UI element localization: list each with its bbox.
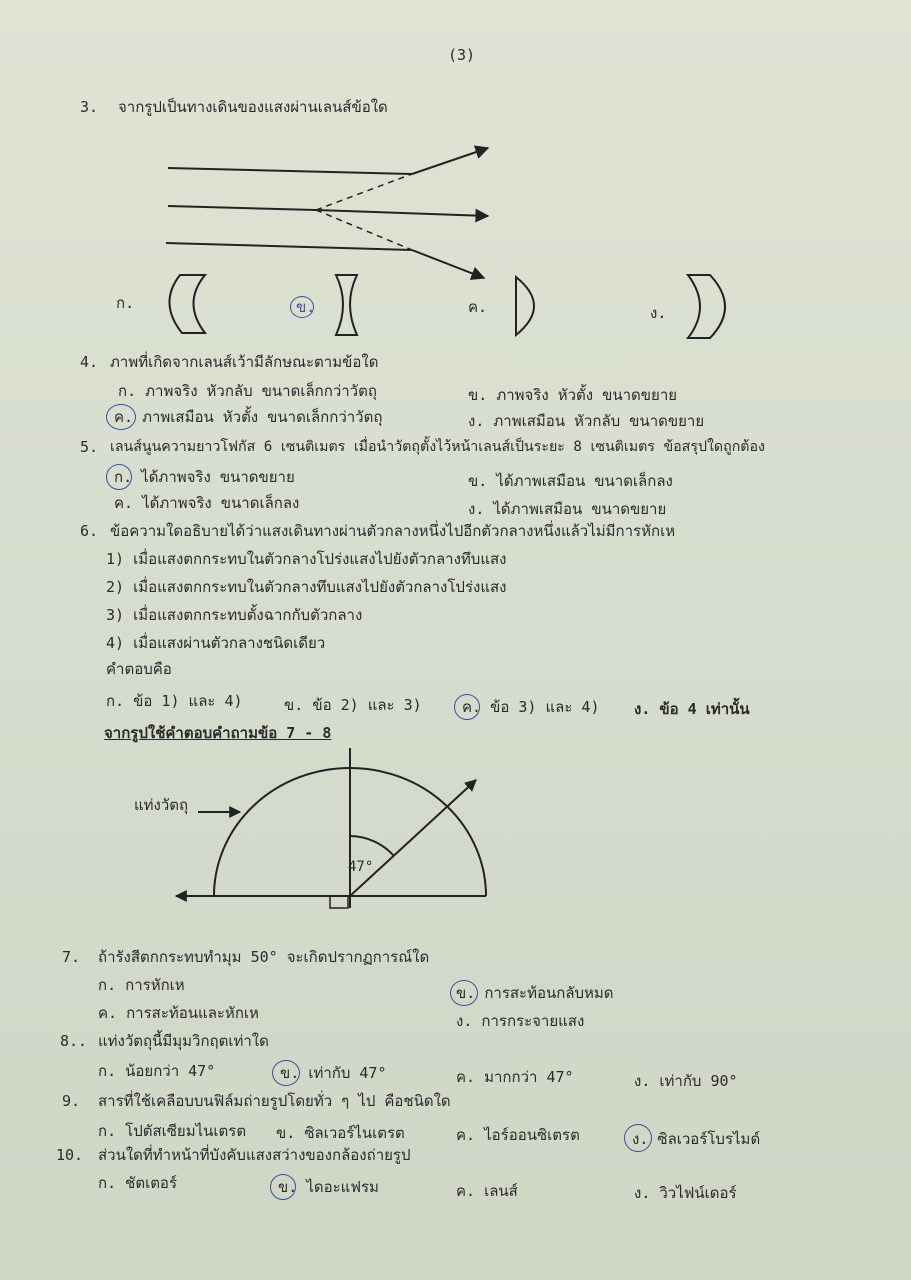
q8-option-d: ง. เท่ากับ 90° bbox=[634, 1072, 738, 1090]
q6-item-3: 3) เมื่อแสงตกกระทบตั้งฉากกับตัวกลาง bbox=[106, 606, 363, 624]
q10-option-d: ง. วิวไฟน์เดอร์ bbox=[634, 1184, 737, 1202]
q5-option-b: ข. ได้ภาพเสมือน ขนาดเล็กลง bbox=[468, 472, 673, 490]
q5-option-a: ก. ได้ภาพจริง ขนาดขยาย bbox=[114, 468, 295, 486]
q6-answer-label: คำตอบคือ bbox=[106, 660, 172, 678]
q6-option-a: ก. ข้อ 1) และ 4) bbox=[106, 692, 243, 710]
q3-number: 3. bbox=[80, 98, 99, 116]
q3-option-b-label: ข. bbox=[296, 298, 316, 316]
answer-circle-mark bbox=[624, 1124, 652, 1152]
q9-option-d: ง. ซิลเวอร์โบรไมด์ bbox=[632, 1130, 761, 1148]
incident-ray bbox=[350, 780, 476, 896]
q6-number: 6. bbox=[80, 522, 99, 540]
q6-option-b: ข. ข้อ 2) และ 3) bbox=[284, 696, 422, 714]
q7-option-b: ข. การสะท้อนกลับหมด bbox=[456, 984, 614, 1002]
q9-option-c: ค. ไอร์ออนซิเตรต bbox=[456, 1126, 580, 1144]
q6-item-2: 2) เมื่อแสงตกกระทบในตัวกลางทึบแสงไปยังตัวกลางโปร่งแสง bbox=[106, 578, 507, 596]
q5-option-d: ง. ได้ภาพเสมือน ขนาดขยาย bbox=[468, 500, 667, 518]
q8-option-b: ข. เท่ากับ 47° bbox=[280, 1064, 387, 1082]
q9-option-a: ก. โปตัสเซียมไนเตรต bbox=[98, 1122, 247, 1140]
q4-option-b: ข. ภาพจริง หัวตั้ง ขนาดขยาย bbox=[468, 386, 678, 404]
q3-option-d-label: ง. bbox=[650, 304, 667, 322]
q9-text: สารที่ใช้เคลือบบนฟิล์มถ่ายรูปโดยทั่ว ๆ ไป คือชนิดใด bbox=[98, 1092, 451, 1110]
q5-text: เลนส์นูนความยาวโฟกัส 6 เซนติเมตร เมื่อนำวัตถุตั้งไว้หน้าเลนส์เป็นระยะ 8 เซนติเมตร ข้อสรุปใดถูกต้อง bbox=[110, 439, 765, 455]
q4-option-a: ก. ภาพจริง หัวกลับ ขนาดเล็กกว่าวัตถุ bbox=[118, 382, 377, 400]
q10-text: ส่วนใดที่ทำหน้าที่บังคับแสงสว่างของกล้องถ่ายรูป bbox=[98, 1146, 411, 1164]
q3-text: จากรูปเป็นทางเดินของแสงผ่านเลนส์ข้อใด bbox=[118, 98, 388, 116]
q10-option-b: ข. ไดอะแฟรม bbox=[278, 1178, 379, 1196]
q8-number: 8.. bbox=[60, 1032, 88, 1050]
q3-option-a-label: ก. bbox=[116, 294, 135, 312]
q6-item-4: 4) เมื่อแสงผ่านตัวกลางชนิดเดียว bbox=[106, 634, 326, 652]
q10-option-c: ค. เลนส์ bbox=[456, 1182, 518, 1200]
q6-option-c: ค. ข้อ 3) และ 4) bbox=[462, 698, 600, 716]
q8-option-c: ค. มากกว่า 47° bbox=[456, 1068, 574, 1086]
q4-option-c: ค. ภาพเสมือน หัวตั้ง ขนาดเล็กกว่าวัตถุ bbox=[114, 408, 383, 426]
q7-option-c: ค. การสะท้อนและหักเห bbox=[98, 1004, 259, 1022]
q4-number: 4. bbox=[80, 353, 99, 371]
angle-arc bbox=[350, 836, 394, 856]
angle-label: 47° bbox=[348, 859, 374, 875]
q5-option-c: ค. ได้ภาพจริง ขนาดเล็กลง bbox=[114, 494, 300, 512]
q6-text: ข้อความใดอธิบายได้ว่าแสงเดินทางผ่านตัวกลางหนึ่งไปอีกตัวกลางหนึ่งแล้วไม่มีการหักเห bbox=[110, 522, 676, 540]
q8-option-a: ก. น้อยกว่า 47° bbox=[98, 1062, 216, 1080]
q8-text: แท่งวัตถุนี้มีมุมวิกฤตเท่าใด bbox=[98, 1032, 269, 1050]
q7-option-a: ก. การหักเห bbox=[98, 976, 185, 994]
right-angle-mark bbox=[330, 896, 348, 908]
q7-text: ถ้ารังสีตกกระทบทำมุม 50° จะเกิดปรากฏการณ์ใด bbox=[98, 948, 430, 966]
q10-number: 10. bbox=[56, 1146, 84, 1164]
q7-option-d: ง. การกระจายแสง bbox=[456, 1012, 585, 1030]
q7-number: 7. bbox=[62, 948, 81, 966]
q3-option-c-label: ค. bbox=[468, 298, 488, 316]
q6-option-d: ง. ข้อ 4 เท่านั้น bbox=[634, 700, 750, 718]
q9-number: 9. bbox=[62, 1092, 81, 1110]
q4-option-d: ง. ภาพเสมือน หัวกลับ ขนาดขยาย bbox=[468, 412, 705, 430]
q10-option-a: ก. ชัตเตอร์ bbox=[98, 1174, 177, 1192]
answer-circle-mark bbox=[272, 1060, 300, 1086]
object-label: แท่งวัตถุ bbox=[134, 796, 189, 814]
q9-option-b: ข. ซิลเวอร์ไนเตรต bbox=[276, 1124, 405, 1142]
figure-heading: จากรูปใช้คำตอบคำถามข้อ 7 - 8 bbox=[104, 724, 332, 742]
page-number: (3) bbox=[448, 46, 476, 64]
q4-text: ภาพที่เกิดจากเลนส์เว้ามีลักษณะตามข้อใด bbox=[110, 353, 379, 371]
q5-number: 5. bbox=[80, 438, 99, 456]
answer-circle-mark bbox=[270, 1174, 296, 1200]
answer-circle-mark bbox=[450, 980, 478, 1006]
q6-item-1: 1) เมื่อแสงตกกระทบในตัวกลางโปร่งแสงไปยังตัวกลางทึบแสง bbox=[106, 550, 507, 568]
